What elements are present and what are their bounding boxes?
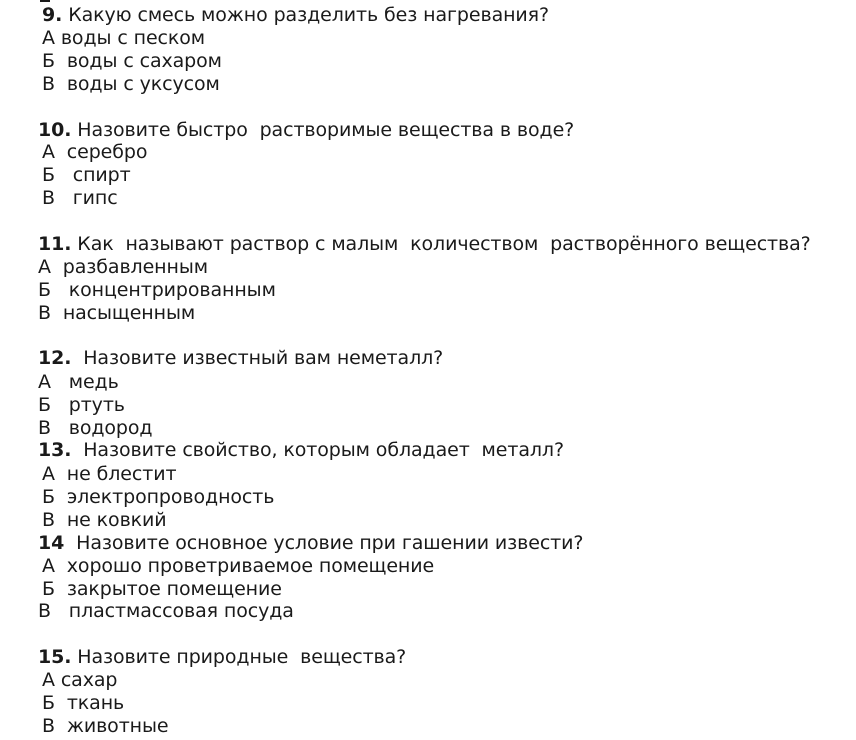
question-10-title <box>38 119 574 142</box>
question-text: Какую смесь можно разделить без нагревания? <box>62 4 549 26</box>
question-number: 9. <box>42 4 63 26</box>
question-13-option-a: А не блестит <box>42 463 177 485</box>
question-text: Назовите природные вещества? <box>71 646 407 668</box>
question-13-title <box>38 439 564 462</box>
question-13-option-c: В не ковкий <box>42 509 167 531</box>
question-number: 13. <box>38 439 72 461</box>
question-10-option-b: Б спирт <box>42 164 131 186</box>
question-text: Назовите основное условие при гашении извести? <box>64 532 584 554</box>
question-number: 10. <box>38 119 72 141</box>
question-12-title <box>38 347 443 370</box>
question-14-option-c: В пластмассовая посуда <box>38 600 294 622</box>
question-11-option-c: В насыщенным <box>38 302 196 324</box>
question-10-option-a: А серебро <box>42 141 148 163</box>
question-text: Как называют раствор с малым количеством растворённого вещества? <box>71 233 811 255</box>
question-text: Назовите быстро растворимые вещества в воде? <box>71 119 575 141</box>
question-9-option-b: Б воды с сахаром <box>42 50 222 72</box>
question-15-option-a: А сахар <box>42 669 118 691</box>
question-number: 12. <box>38 347 72 369</box>
question-14-option-b: Б закрытое помещение <box>42 578 282 600</box>
question-12-option-a: А медь <box>38 371 119 393</box>
question-11-title <box>38 233 811 256</box>
question-9-option-a: А воды с песком <box>42 27 206 49</box>
cropped-text-fragment <box>40 0 50 2</box>
question-15-option-c: В животные <box>42 715 169 737</box>
question-14-title <box>38 532 583 555</box>
question-15-title <box>38 646 406 669</box>
question-9-title <box>42 4 549 27</box>
question-11-option-a: А разбавленным <box>38 256 208 278</box>
question-12-option-c: В водород <box>38 417 153 439</box>
question-10-option-c: В гипс <box>42 187 118 209</box>
question-11-option-b: Б концентрированным <box>38 279 276 301</box>
question-number: 11. <box>38 233 72 255</box>
question-12-option-b: Б ртуть <box>38 394 125 416</box>
question-number: 15. <box>38 646 72 668</box>
question-13-option-b: Б электропроводность <box>42 486 275 508</box>
question-9-option-c: В воды с уксусом <box>42 73 220 95</box>
question-number: 14 <box>38 532 65 554</box>
question-text: Назовите известный вам неметалл? <box>71 347 444 369</box>
question-15-option-b: Б ткань <box>42 692 125 714</box>
question-text: Назовите свойство, которым обладает металл? <box>71 439 564 461</box>
question-14-option-a: А хорошо проветриваемое помещение <box>42 555 435 577</box>
